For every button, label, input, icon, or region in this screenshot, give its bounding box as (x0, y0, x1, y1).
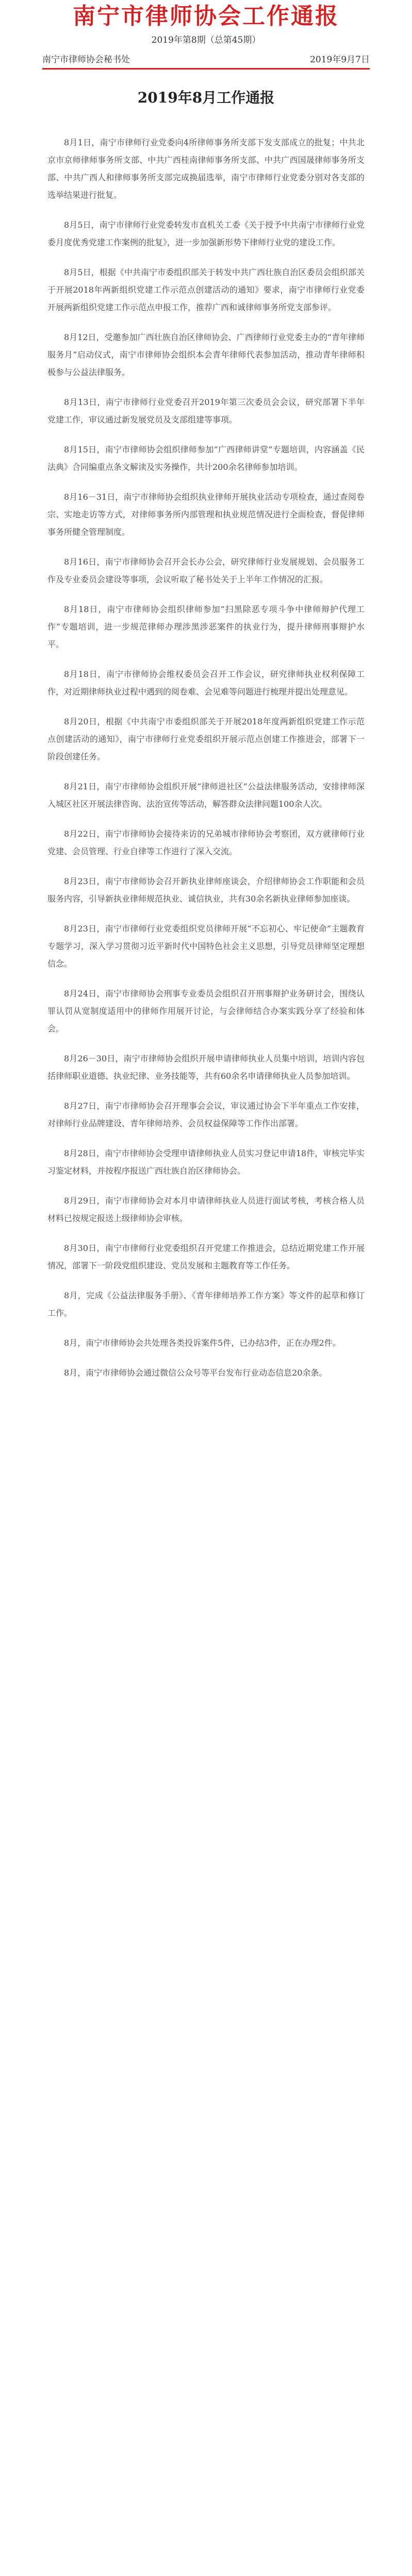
paragraph: 8月5日，南宁市律师行业党委转发市直机关工委《关于授予中共南宁市律师行业党委月度优秀党建工作案例的批复》，进一步加强新形势下律师行业党的建设工作。 (47, 220, 365, 247)
paragraph: 8月，南宁市律师协会共处理各类投诉案件5件，已办结3件，正在办理2件。 (64, 1338, 341, 1348)
paragraph: 8月16－31日，南宁市律师协会组织执业律师开展执业活动专项检查，通过查阅卷宗、实地走访等方式，对律师事务所内部管理和执业规范情况进行全面检查，督促律师事务所健全管理制度。 (47, 492, 365, 537)
paragraph: 8月23日，南宁市律师行业党委组织党员律师开展“不忘初心、牢记使命”主题教育专题学习，深入学习贯彻习近平新时代中国特色社会主义思想，引导党员律师坚定理想信念。 (47, 924, 365, 969)
paragraph: 8月，完成《公益法律服务手册》、《青年律师培养工作方案》等文件的起草和修订工作。 (47, 1291, 365, 1318)
document-body (47, 134, 365, 1394)
document-title: 2019年8月工作通报 (137, 89, 275, 106)
paragraph: 8月12日，受邀参加广西壮族自治区律师协会、广西律师行业党委主办的“青年律师服务月”启动仪式，南宁市律师协会组织本会青年律师代表参加活动，推动青年律师积极参与公益法律服务。 (47, 332, 365, 377)
paragraph: 8月27日，南宁市律师协会召开理事会会议，审议通过协会下半年重点工作安排，对律师行业品牌建设、青年律师培养、会员权益保障等工作作出部署。 (47, 1101, 365, 1128)
issue-number: 2019年第8期（总第45期） (151, 35, 261, 45)
paragraph: 8月1日，南宁市律师行业党委向4所律师事务所支部下发支部成立的批复；中共北京市京师律师事务所支部、中共广西桂南律师事务所支部、中共广西国晟律师事务所支部、中共广西人和律师事务所支部完成换届选举，南宁市律师行业党委分别对各支部的选举结果进行批复。 (47, 138, 365, 200)
paragraph: 8月13日，南宁市律师行业党委召开2019年第三次委员会会议，研究部署下半年党建工作，审议通过新发展党员及支部组建等事项。 (47, 397, 365, 425)
meta-row (42, 54, 370, 66)
paragraph: 8月26－30日，南宁市律师协会组织开展申请律师执业人员集中培训，培训内容包括律师职业道德、执业纪律、业务技能等，共有60余名申请律师执业人员参加培训。 (47, 1054, 365, 1081)
paragraph: 8月16日，南宁市律师协会召开会长办公会，研究律师行业发展规划、会员服务工作及专业委员会建设等事项，会议听取了秘书处关于上半年工作情况的汇报。 (47, 557, 365, 584)
masthead-block (0, 0, 412, 46)
paragraph: 8月15日，南宁市律师协会组织律师参加“广西律师讲堂”专题培训，内容涵盖《民法典》合同编重点条文解读及实务操作，共计200余名律师参加培训。 (47, 445, 365, 472)
paragraph: 8月21日，南宁市律师协会组织开展“律师进社区”公益法律服务活动，安排律师深入城区社区开展法律咨询、法治宣传等活动，解答群众法律问题100余人次。 (47, 782, 365, 809)
paragraph: 8月，南宁市律师协会通过微信公众号等平台发布行业动态信息20余条。 (64, 1368, 327, 1378)
paragraph: 8月30日，南宁市律师行业党委组织召开党建工作推进会，总结近期党建工作开展情况，部署下一阶段党组织建设、党员发展和主题教育等工作任务。 (47, 1243, 365, 1270)
header-rule (42, 68, 370, 70)
paragraph: 8月18日，南宁市律师协会组织律师参加“扫黑除恶专项斗争中律师辩护代理工作”专题培训，进一步规范律师办理涉黑涉恶案件的执业行为，提升律师刑事辩护水平。 (47, 604, 365, 649)
issuer: 南宁市律师协会秘书处 (42, 55, 130, 65)
issue-date: 2019年9月7日 (310, 55, 370, 65)
paragraph: 8月22日，南宁市律师协会接待来访的兄弟城市律师协会考察团，双方就律师行业党建、会员管理、行业自律等工作进行了深入交流。 (47, 829, 365, 856)
paragraph: 8月18日，南宁市律师协会维权委员会召开工作会议，研究律师执业权利保障工作，对近期律师执业过程中遇到的阅卷难、会见难等问题进行梳理并提出处理意见。 (47, 669, 365, 697)
paragraph: 8月24日，南宁市律师协会刑事专业委员会组织召开刑事辩护业务研讨会，围绕认罪认罚从宽制度适用中的律师作用展开讨论，与会律师结合办案实践分享了经验和体会。 (47, 989, 365, 1033)
paragraph: 8月28日，南宁市律师协会受理申请律师执业人员实习登记申请18件，审核完毕实习鉴定材料，并按程序报送广西壮族自治区律师协会。 (47, 1148, 365, 1176)
paragraph: 8月20日，根据《中共南宁市委组织部关于开展2018年度两新组织党建工作示范点创建活动的通知》，南宁市律师行业党委组织开展示范点创建工作推进会，部署下一阶段创建任务。 (47, 717, 365, 761)
paragraph: 8月29日，南宁市律师协会对本月申请律师执业人员进行面试考核，考核合格人员材料已按规定报送上级律师协会审核。 (47, 1196, 365, 1223)
masthead-title: 南宁市律师协会工作通报 (73, 3, 339, 29)
paragraph: 8月5日，根据《中共南宁市委组织部关于转发中共广西壮族自治区委员会组织部关于开展2018年两新组织党建工作示范点创建活动的通知》要求，南宁市律师行业党委开展两新组织党建工作示范点申报工作，推荐广西和诚律师事务所党支部参评。 (47, 267, 365, 312)
paragraph: 8月23日，南宁市律师协会召开新执业律师座谈会，介绍律师协会工作职能和会员服务内容，引导新执业律师规范执业、诚信执业，共有30余名新执业律师参加座谈。 (47, 876, 365, 904)
